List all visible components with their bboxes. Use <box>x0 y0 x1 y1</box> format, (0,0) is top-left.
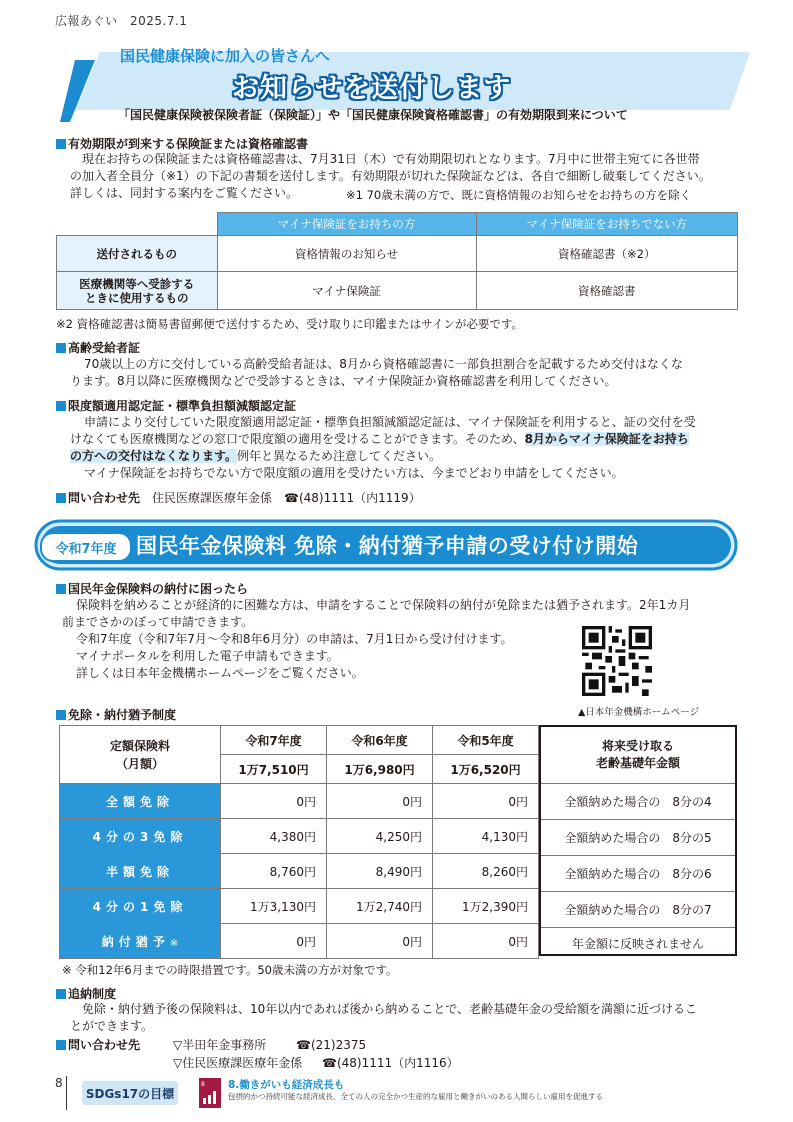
documents-table <box>56 212 738 310</box>
contact-2: 問い合わせ先 ▽半田年金事務所 ☎(21)2375 ▽住民医療課医療年金係 ☎(48)1111（内1116） <box>56 1036 459 1072</box>
section1-about: 「国民健康保険被保険者証（保険証）」や「国民健康保険資格確認書」の有効期限到来について <box>118 108 628 122</box>
elderly-heading: 高齢受給者証 <box>56 339 140 356</box>
table-cell: 0円 <box>327 924 433 959</box>
table-cell: 1万2,740円 <box>327 889 433 924</box>
premium-amount: 1万7,510円 <box>221 755 327 784</box>
fixed-premium-header: 定額保険料 （月額） <box>60 726 221 784</box>
table-cell: 1万2,390円 <box>433 889 539 924</box>
expiry-paragraph: 現在お持ちの保険証または資格確認書は、7月31日（木）で有効期限切れとなります。7月中に世帯主宛てに各世帯 の加入者全員分（※1）の下記の書類を送付します。有効期限が切れた保険証などは、各自で細断し破棄してください。 詳しくは、同封する案内をご覧ください。 <box>70 152 711 200</box>
premium-amount: 1万6,980円 <box>327 755 433 784</box>
table-cell: 0円 <box>433 784 539 819</box>
future-pension-box <box>539 725 737 956</box>
future-cell: 全額納めた場合の 8分の7 <box>541 892 735 928</box>
sdg-goal-8-icon <box>199 1078 221 1108</box>
phone-number: ☎(48)1111（内1116） <box>322 1056 459 1070</box>
limit-highlight-1: 8月からマイナ保険証をお持ち <box>524 432 689 446</box>
additional-heading: 追納制度 <box>56 985 116 1002</box>
section1-subtitle: 国民健康保険に加入の皆さんへ <box>120 47 330 65</box>
year-header: 令和7年度 <box>221 726 327 755</box>
table-corner <box>57 213 218 236</box>
square-bullet-icon <box>56 139 66 149</box>
table-cell: 4,130円 <box>433 819 539 854</box>
row-label: 4分の3免除 <box>60 819 221 854</box>
limit-highlight-2: の方への交付はなくなります。 <box>70 449 238 463</box>
trouble-paragraph: 保険料を納めることが経済的に困難な方は、申請をすることで保険料の納付が免除または猶予されます。2年1カ月 前までさかのぼって申請できます。 令和7年度（令和7年7月～令和8年6月分）の申請は、7月1日から受け付けます。 マイナポータルを利用した電子申請もできます。 詳しくは日本年金機構ホームページをご覧ください。 <box>62 598 691 680</box>
square-bullet-icon <box>56 493 66 503</box>
table-cell: 8,490円 <box>327 854 433 889</box>
table-cell: 0円 <box>433 924 539 959</box>
square-bullet-icon <box>56 584 66 594</box>
table-cell: 4,380円 <box>221 819 327 854</box>
year-header: 令和6年度 <box>327 726 433 755</box>
phone-number: ☎(21)2375 <box>296 1038 367 1052</box>
system-heading: 免除・納付猶予制度 <box>56 706 176 723</box>
square-bullet-icon <box>56 1040 66 1050</box>
sdg-goal-title: 8.働きがいも経済成長も <box>228 1079 345 1091</box>
sdg-goal-desc: 包摂的かつ持続可能な経済成長、全ての人の完全かつ生産的な雇用と働きがいのある人間らしい雇用を促進する <box>228 1092 603 1101</box>
row-sent-label: 送付されるもの <box>57 236 218 272</box>
qr-caption: ▲日本年金機構ホームページ <box>578 707 700 718</box>
exemption-table <box>59 725 539 959</box>
additional-paragraph: 免除・納付猶予後の保険料は、10年以内であれば後から納めることで、老齢基礎年金の受給額を満額に近づけるこ とができます。 <box>70 1002 698 1033</box>
table-cell: 4,250円 <box>327 819 433 854</box>
note-2: ※2 資格確認書は簡易書留郵便で送付するため、受け取りに印鑑またはサインが必要です。 <box>56 317 523 331</box>
svg-text:8: 8 <box>201 1081 205 1088</box>
row-use-without: 資格確認書 <box>476 272 738 310</box>
col-with-mynumber: マイナ保険証をお持ちの方 <box>217 213 476 236</box>
time-limit-note: ※ 令和12年6月までの時限措置です。50歳未満の方が対象です。 <box>62 963 398 977</box>
future-cell: 全額納めた場合の 8分の6 <box>541 856 735 892</box>
future-cell: 年金額に反映されません <box>571 937 704 951</box>
phone-number: ☎(48)1111（内1119） <box>284 491 421 505</box>
note-1: ※1 70歳未満の方で、既に資格情報のお知らせをお持ちの方を除く <box>346 188 692 202</box>
elderly-paragraph: 70歳以上の方に交付している高齢受給者証は、8月から資格確認書に一部負担割合を記載するため交付はなくな ります。8月以降に医療機関などで受診するときは、マイナ保険証か資格確認書を利用してください。 <box>70 357 683 388</box>
future-cell: 全額納めた場合の 8分の5 <box>541 820 735 856</box>
page-header: 広報あぐい 2025.7.1 <box>55 14 188 28</box>
page-number: 8 <box>55 1076 63 1090</box>
table-cell: 0円 <box>327 784 433 819</box>
row-label: 全額免除 <box>60 784 221 819</box>
section2-title: 国民年金保険料 免除・納付猶予申請の受け付け開始 <box>136 534 639 558</box>
row-sent-with: 資格情報のお知らせ <box>217 236 476 272</box>
table-cell: 8,260円 <box>433 854 539 889</box>
square-bullet-icon <box>56 401 66 411</box>
expiry-heading: 有効期限が到来する保険証または資格確認書 <box>56 135 308 152</box>
premium-amount: 1万6,520円 <box>433 755 539 784</box>
section1-title: お知らせを送付します <box>232 73 512 104</box>
qr-code[interactable] <box>582 626 652 696</box>
table-cell: 0円 <box>221 924 327 959</box>
row-use-with: マイナ保険証 <box>217 272 476 310</box>
row-label: 納付猶予※ <box>60 924 221 959</box>
fiscal-year-badge: 令和7年度 <box>40 532 132 562</box>
trouble-heading: 国民年金保険料の納付に困ったら <box>56 580 248 597</box>
row-use-label: 医療機関等へ受診する ときに使用するもの <box>57 272 218 310</box>
future-pension-header: 将来受け取る 老齢基礎年金額 <box>541 727 735 784</box>
sdgs-label: SDGs17の目標 <box>82 1081 178 1105</box>
col-without-mynumber: マイナ保険証をお持ちでない方 <box>476 213 738 236</box>
table-cell: 0円 <box>221 784 327 819</box>
limit-heading: 限度額適用認定証・標準負担額減額認定証 <box>56 397 296 414</box>
square-bullet-icon <box>56 343 66 353</box>
year-header: 令和5年度 <box>433 726 539 755</box>
footer-divider <box>66 1076 67 1110</box>
future-cell: 全額納めた場合の 8分の4 <box>541 784 735 820</box>
contact-1: 問い合わせ先 住民医療課医療年金係 ☎(48)1111（内1119） <box>56 489 421 506</box>
square-bullet-icon <box>56 710 66 720</box>
table-cell: 1万3,130円 <box>221 889 327 924</box>
square-bullet-icon <box>56 989 66 999</box>
limit-paragraph: 申請により交付していた限度額適用認定証・標準負担額減額認定証は、マイナ保険証を利用すると、証の交付を受 けなくても医療機関などの窓口で限度額の適用を受けることができます。そのため、8月からマイナ保険証をお持ち の方への交付はなくなります。例年と異なるため注意してください。 マイナ保険証をお持ちでない方で限度額の適用を受けたい方は、今までどおり申請をしてください。 <box>70 415 696 480</box>
table-cell: 8,760円 <box>221 854 327 889</box>
row-sent-without: 資格確認書（※2） <box>476 236 738 272</box>
row-label: 半額免除 <box>60 854 221 889</box>
row-label: 4分の1免除 <box>60 889 221 924</box>
